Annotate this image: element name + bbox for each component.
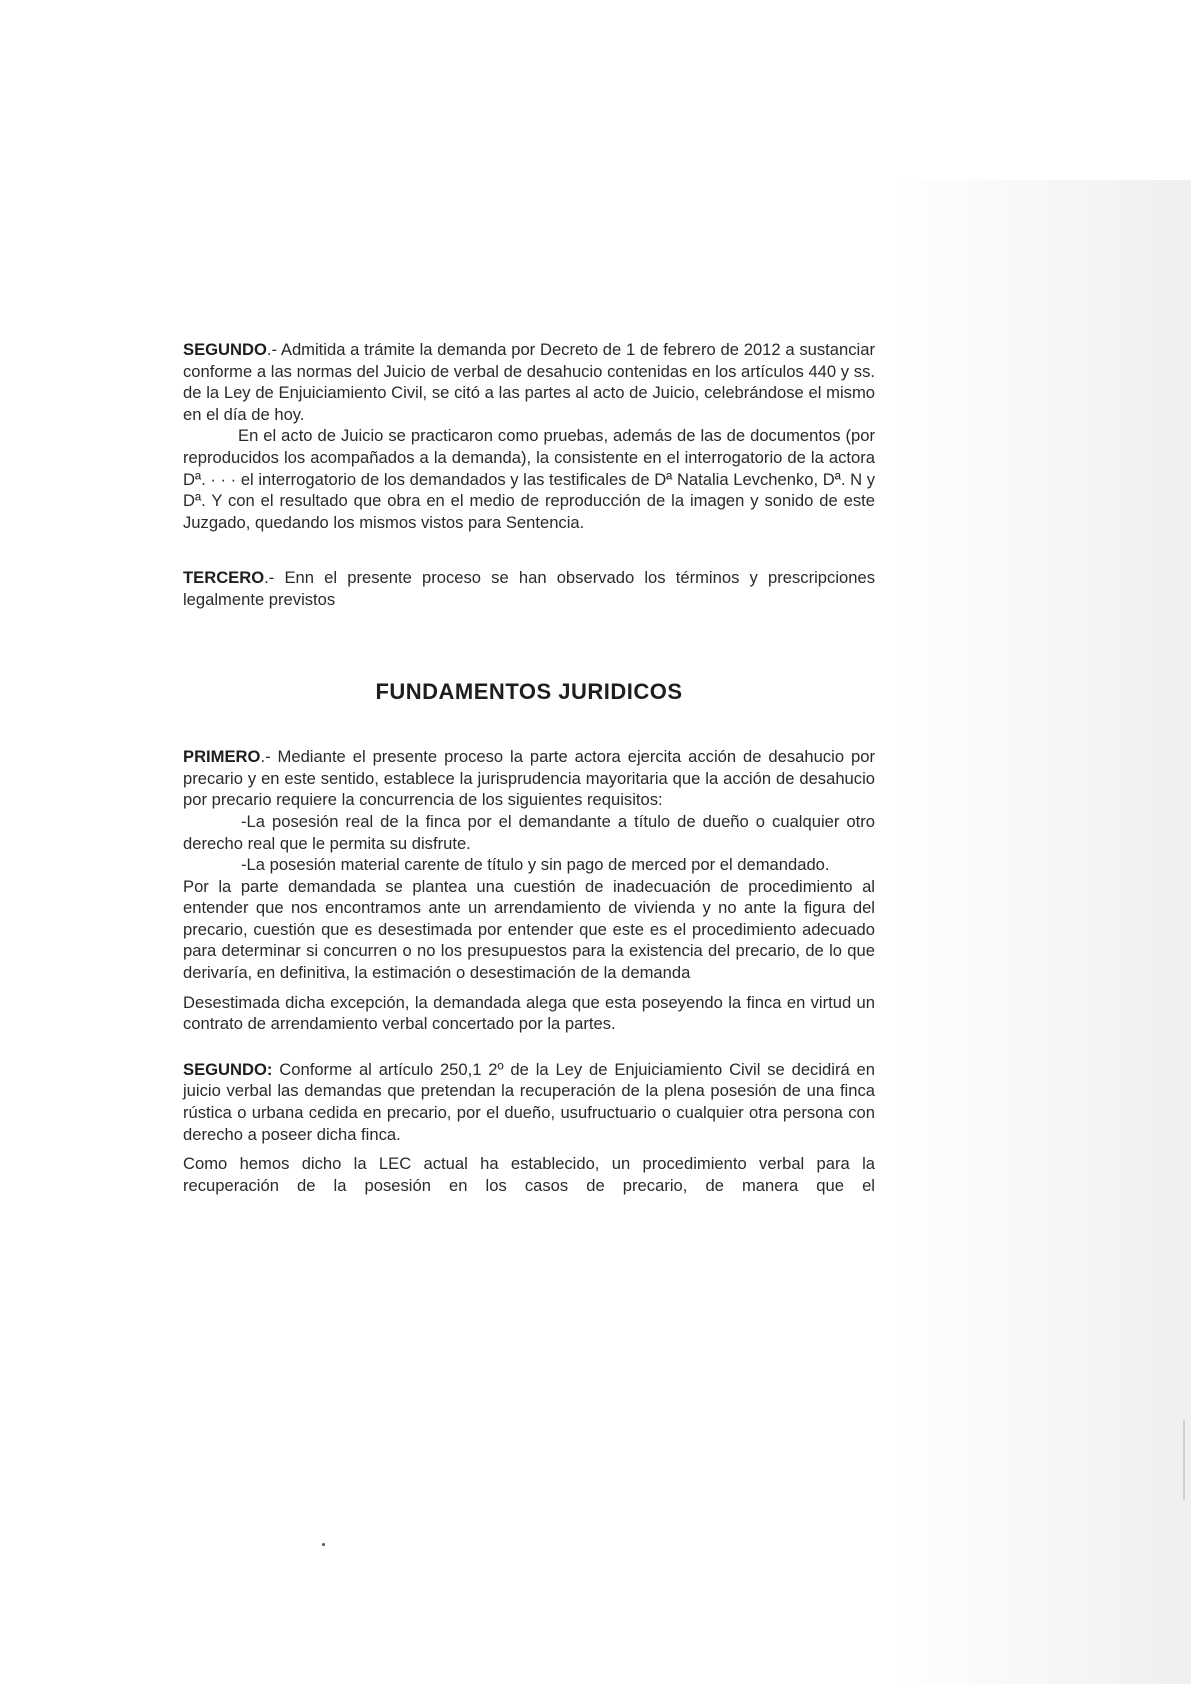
spacer bbox=[183, 1145, 875, 1153]
paragraph-text: .- Enn el presente proceso se han observado los términos y prescripciones legalmente previstos bbox=[183, 568, 875, 609]
paragraph-lec: Como hemos dicho la LEC actual ha establecido, un procedimiento verbal para la recuperación de la posesión en los casos de precario, de manera que el bbox=[183, 1154, 875, 1195]
heading-tercero: TERCERO bbox=[183, 568, 265, 588]
paragraph-pruebas: En el acto de Juicio se practicaron como pruebas, además de las de documentos (por reproducidos los acompañados a la demanda), la consistente en el interrogatorio de la actora Dª. · · · el interrogatorio de los demandados y las testificales de Dª Natalia Levchenko, Dª. N y Dª. Y con el resultado que obra en el medio de reproducción de la imagen y sonido de este Juzgado, quedando los mismos vistos para Sentencia. bbox=[183, 426, 875, 532]
paragraph-text: .- Mediante el presente proceso la parte actora ejercita acción de desahucio por precario y en este sentido, establece la jurisprudencia mayoritaria que la acción de desahucio por precario requiere la concurrencia de los siguientes requisitos: bbox=[183, 747, 875, 810]
requisito-2: -La posesión material carente de título y sin pago de merced por el demandado. bbox=[241, 855, 830, 875]
scan-shading bbox=[891, 180, 1191, 1684]
heading-segundo: SEGUNDO bbox=[183, 340, 267, 359]
paragraph-excepcion: Por la parte demandada se plantea una cuestión de inadecuación de procedimiento al entender que nos encontramos ante un arrendamiento de vivienda y no ante la figura del precario, cuestión que es desestimada por entender que este es el procedimiento adecuado para determinar si concurren o no los presupuestos para la existencia del precario, de lo que derivaría, en definitiva, la estimación o desestimación de la demanda bbox=[183, 876, 875, 983]
spacer bbox=[183, 984, 875, 992]
paragraph-text: Conforme al artículo 250,1 2º de la Ley de Enjuiciamiento Civil se decidirá en juicio verbal las demandas que pretendan la recuperación de la plena posesión de una finca rústica o urbana cedida en precario, por el dueño, usufructuario o cualquier otra persona con derecho a poseer dicha finca. bbox=[183, 1059, 875, 1144]
heading-primero: PRIMERO bbox=[183, 747, 261, 767]
section-title-fundamentos: FUNDAMENTOS JURIDICOS bbox=[375, 678, 683, 704]
document-body bbox=[183, 339, 875, 1196]
scan-edge-mark bbox=[1183, 1420, 1185, 1500]
paragraph-tercero bbox=[183, 567, 875, 610]
spacer bbox=[183, 533, 875, 567]
scan-speck bbox=[322, 1543, 325, 1546]
paragraph-segundo-antecedentes bbox=[183, 339, 875, 425]
paragraph-primero bbox=[183, 746, 875, 811]
heading-segundo-fj: SEGUNDO: bbox=[183, 1059, 273, 1079]
paragraph-segundo-fundamentos bbox=[183, 1059, 875, 1145]
paragraph-desestimada: Desestimada dicha excepción, la demandada alega que esta poseyendo la finca en virtud un contrato de arrendamiento verbal concertado por la partes. bbox=[183, 992, 875, 1034]
paragraph-text: .- Admitida a trámite la demanda por Decreto de 1 de febrero de 2012 a sustanciar conforme a las normas del Juicio de verbal de desahucio contenidas en los artículos 440 y ss. de la Ley de Enjuiciamiento Civil, se citó a las partes al acto de Juicio, celebrándose el mismo en el día de hoy. bbox=[183, 340, 875, 424]
spacer bbox=[183, 1035, 875, 1059]
requisito-1: -La posesión real de la finca por el demandante a título de dueño o cualquier otro derecho real que le permita su disfrute. bbox=[183, 811, 875, 853]
